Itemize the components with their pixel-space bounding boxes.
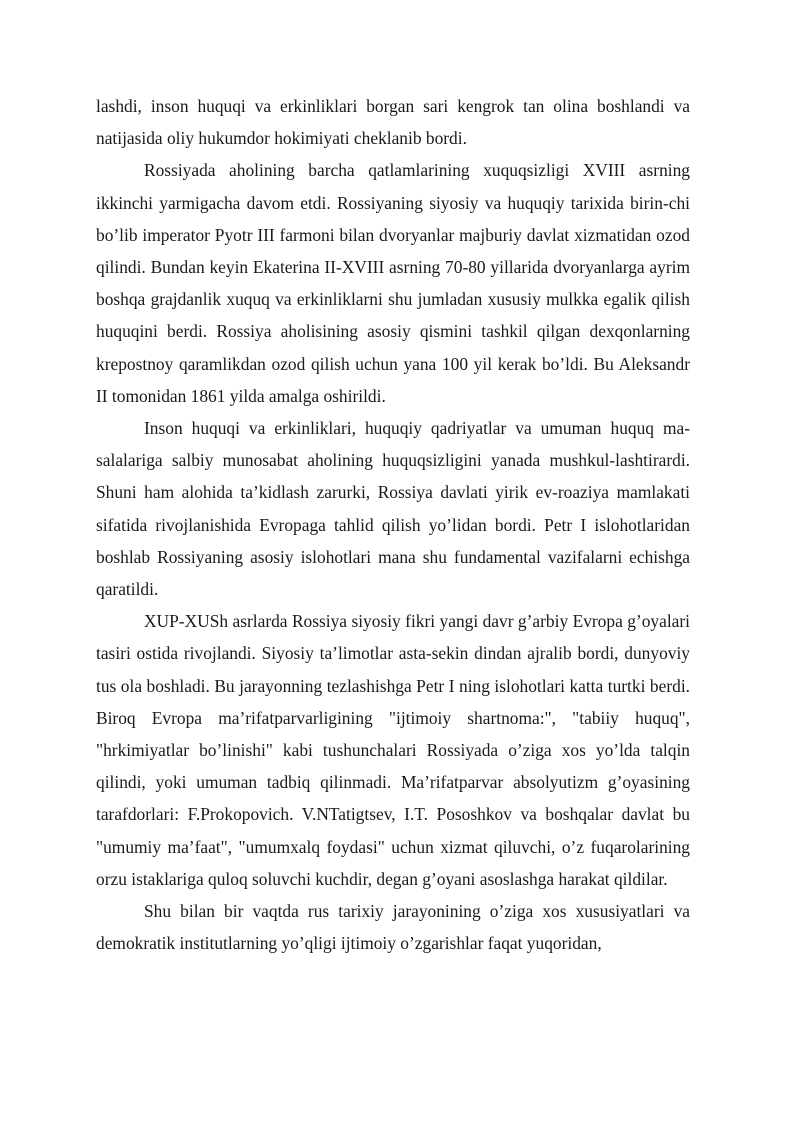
paragraph: Rossiyada aholining barcha qatlamlarining xuquqsizligi XVIII asrning ikkinchi yarmigacha davom etdi. Rossiyaning siyosiy va huquqiy tarixida birin-chi bo’lib imperator Pyotr III farmoni bilan dvoryanlar majburiy davlat xizmatidan ozod qilindi. Bundan keyin Ekaterina II-XVIII asrning 70-80 yillarida dvoryanlarga ayrim boshqa grajdanlik xuquq va erkinliklarni shu jumladan xususiy mulkka egalik qilish huquqini berdi. Rossiya aholisining asosiy qismini tashkil qilgan dexqonlarning krepostnoy qaramlikdan ozod qilish uchun yana 100 yil kerak bo’ldi. Bu Aleksandr II tomonidan 1861 yilda amalga oshirildi. (96, 160, 690, 406)
paragraph: XUP-XUSh asrlarda Rossiya siyosiy fikri yangi davr g’arbiy Evropa g’oyalari tasiri ostida rivojlandi. Siyosiy ta’limotlar asta-sekin dindan ajralib bordi, dunyoviy tus ola boshladi. Bu jarayonning tezlashishga Petr I ning islohotlari katta turtki berdi. Biroq Evropa ma’rifatparvarligining "ijtimoiy shartnoma:", "tabiiy huquq", "hrkimiyatlar bo’linishi" kabi tushunchalari Rossiyada o’ziga xos yo’lda talqin qilindi, yoki umuman tadbiq qilinmadi. Ma’rifatparvar absolyutizm g’oyasining tarafdorlari: F.Prokopovich. V.NTatigtsev, I.T. Pososhkov va boshqalar davlat bu "umumiy ma’faat", "umumxalq foydasi" uchun xizmat qiluvchi, o’z fuqarolarining orzu istaklariga quloq soluvchi kuchdir, degan g’oyani asoslashga harakat qildilar. (96, 611, 690, 889)
paragraph-continuation: lashdi, inson huquqi va erkinliklari borgan sari kengrok tan olina boshlandi va natijasida oliy hukumdor hokimiyati cheklanib bordi. (96, 96, 690, 149)
document-page (96, 90, 690, 959)
paragraph: Inson huquqi va erkinliklari, huquqiy qadriyatlar va umuman huquq ma-salalariga salbiy munosabat aholining huquqsizligini yanada mushkul-lashtirardi. Shuni ham alohida ta’kidlash zarurki, Rossiya davlati yirik ev-roaziya mamlakati sifatida rivojlanishida Evropaga tahlid qilish yo’lidan bordi. Petr I islohotlaridan boshlab Rossiyaning asosiy islohotlari mana shu fundamental vazifalarni echishga qaratildi. (96, 418, 690, 600)
paragraph: Shu bilan bir vaqtda rus tarixiy jarayonining o’ziga xos xususiyatlari va demokratik institutlarning yo’qligi ijtimoiy o’zgarishlar faqat yuqoridan, (96, 901, 690, 954)
